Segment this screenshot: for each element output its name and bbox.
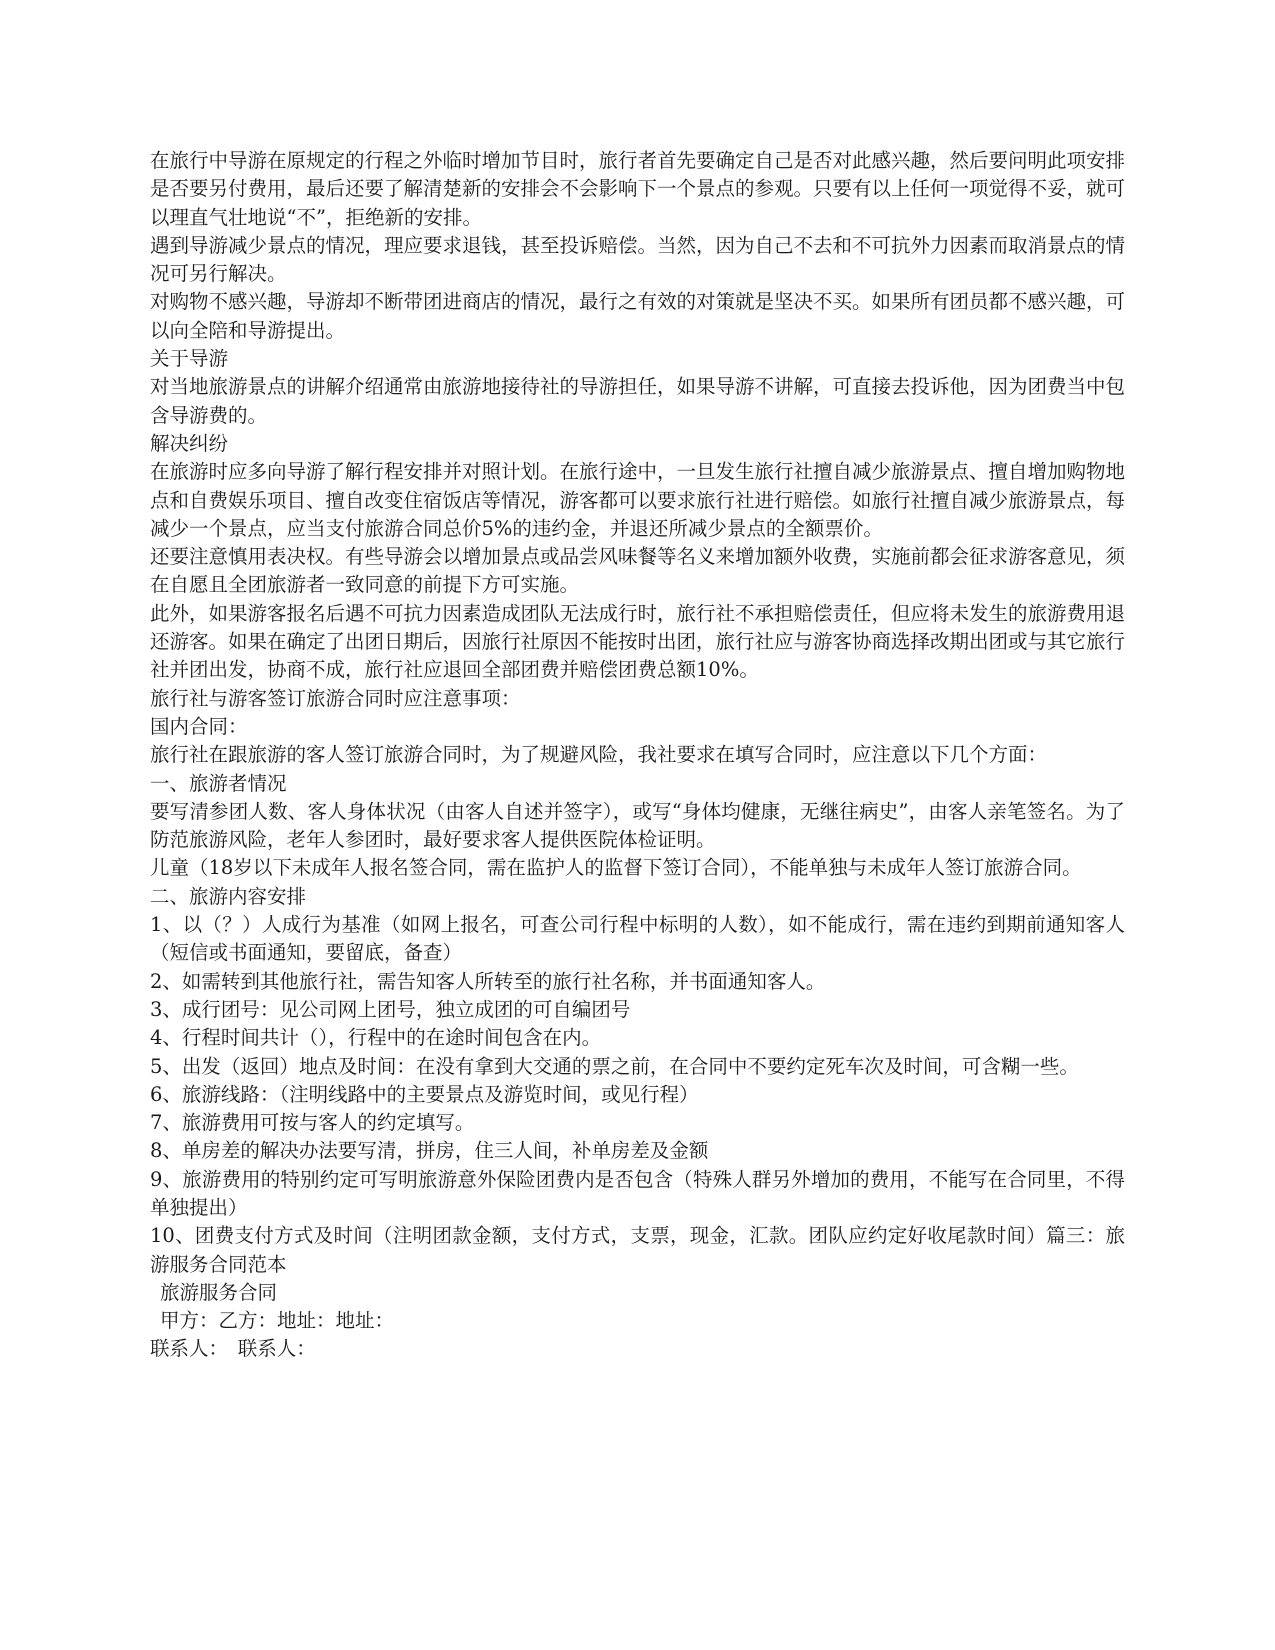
list-item-3: 3、成行团号：见公司网上团号，独立成团的可自编团号 [150,997,631,1021]
list-item-1: 1、以（？）人成行为基准（如网上报名，可查公司行程中标明的人数），如不能成行，需在违约到期前通知客人（短信或书面通知，要留底，备查） [150,913,1125,965]
contract-contacts-line: 联系人： 联系人： [150,1337,316,1361]
heading-contract-notes: 旅行社与游客签订旅游合同时应注意事项： [150,686,521,710]
paragraph-voting-right: 还要注意慎用表决权。有些导游会以增加景点或品尝风味餐等名义来增加额外收费，实施前都会征求游客意见，须在自愿且全团旅游者一致同意的前提下方可实施。 [150,545,1126,597]
heading-traveler-info: 一、旅游者情况 [150,771,287,795]
paragraph-health-status: 要写清参团人数、客人身体状况（由客人自述并签字），或写“身体均健康，无继往病史”，由客人亲笔签名。为了防范旅游风险，老年人参团时，最好要求客人提供医院体检证明。 [150,799,1125,852]
heading-service-contract: 旅游服务合同 [160,1280,278,1304]
paragraph-reduced-spots: 遇到导游减少景点的情况，理应要求退钱，甚至投诉赔偿。当然，因为自己不去和不可抗外力因素而取消景点的情况可另行解决。 [150,233,1126,286]
paragraph-contract-intro: 旅行社在跟旅游的客人签订旅游合同时，为了规避风险，我社要求在填写合同时，应注意以下几个方面： [150,743,1048,767]
heading-domestic-contract: 国内合同： [150,714,248,738]
list-item-6: 6、旅游线路：（注明线路中的主要景点及游览时间，或见行程） [150,1082,699,1106]
list-item-4: 4、行程时间共计（），行程中的在途时间包含在内。 [150,1026,602,1050]
heading-content-arrangement: 二、旅游内容安排 [150,884,307,908]
paragraph-compensation: 在旅游时应多向导游了解行程安排并对照计划。在旅行途中，一旦发生旅行社擅自减少旅游景点、擅自增加购物地点和自费娱乐项目、擅自改变住宿饭店等情况，游客都可以要求旅行社进行赔偿。如旅行社擅自减少旅游景点，每减少一个景点，应当支付旅游合同总价5%的违约金，并退还所减少景点的全额票价。 [150,460,1126,540]
list-item-8: 8、单房差的解决办法要写清，拼房，住三人间，补单房差及金额 [150,1139,709,1163]
heading-resolve-disputes: 解决纠纷 [150,431,229,455]
list-item-5: 5、出发（返回）地点及时间：在没有拿到大交通的票之前，在合同中不要约定死车次及时间，可含糊一些。 [150,1054,1079,1078]
paragraph-shopping: 对购物不感兴趣，导游却不断带团进商店的情况，最行之有效的对策就是坚决不买。如果所有团员都不感兴趣，可以向全陪和导游提出。 [150,290,1126,342]
list-item-10: 10、团费支付方式及时间（注明团款金额，支付方式，支票，现金，汇款。团队应约定好收尾款时间）篇三：旅游服务合同范本 [150,1224,1125,1276]
paragraph-guide-explanation: 对当地旅游景点的讲解介绍通常由旅游地接待社的导游担任，如果导游不讲解，可直接去投诉他，因为团费当中包含导游费的。 [150,375,1126,427]
document-body [150,147,1125,1364]
list-item-2: 2、如需转到其他旅行社，需告知客人所转至的旅行社名称，并书面通知客人。 [150,969,826,993]
paragraph-force-majeure: 此外，如果游客报名后遇不可抗力因素造成团队无法成行时，旅行社不承担赔偿责任，但应将未发生的旅游费用退还游客。如果在确定了出团日期后，因旅行社原因不能按时出团，旅行社应与游客协商选择改期出团或与其它旅行社并团出发，协商不成，旅行社应退回全部团费并赔偿团费总额10%。 [150,601,1126,682]
heading-about-guide: 关于导游 [150,347,229,371]
paragraph-minors: 儿童（18岁以下未成年人报名签合同，需在监护人的监督下签订合同），不能单独与未成年人签订旅游合同。 [150,856,1082,880]
list-item-9: 9、旅游费用的特别约定可写明旅游意外保险团费内是否包含（特殊人群另外增加的费用，不能写在合同里，不得单独提出） [150,1167,1125,1219]
list-item-7: 7、旅游费用可按与客人的约定填写。 [150,1111,475,1135]
contract-parties-line: 甲方：乙方：地址：地址： [160,1309,395,1333]
paragraph-extra-itinerary: 在旅行中导游在原规定的行程之外临时增加节目时，旅行者首先要确定自己是否对此感兴趣，然后要问明此项安排是否要另付费用，最后还要了解清楚新的安排会不会影响下一个景点的参观。只要有以上任何一项觉得不妥，就可以理直气壮地说“不”，拒绝新的安排。 [150,149,1126,229]
